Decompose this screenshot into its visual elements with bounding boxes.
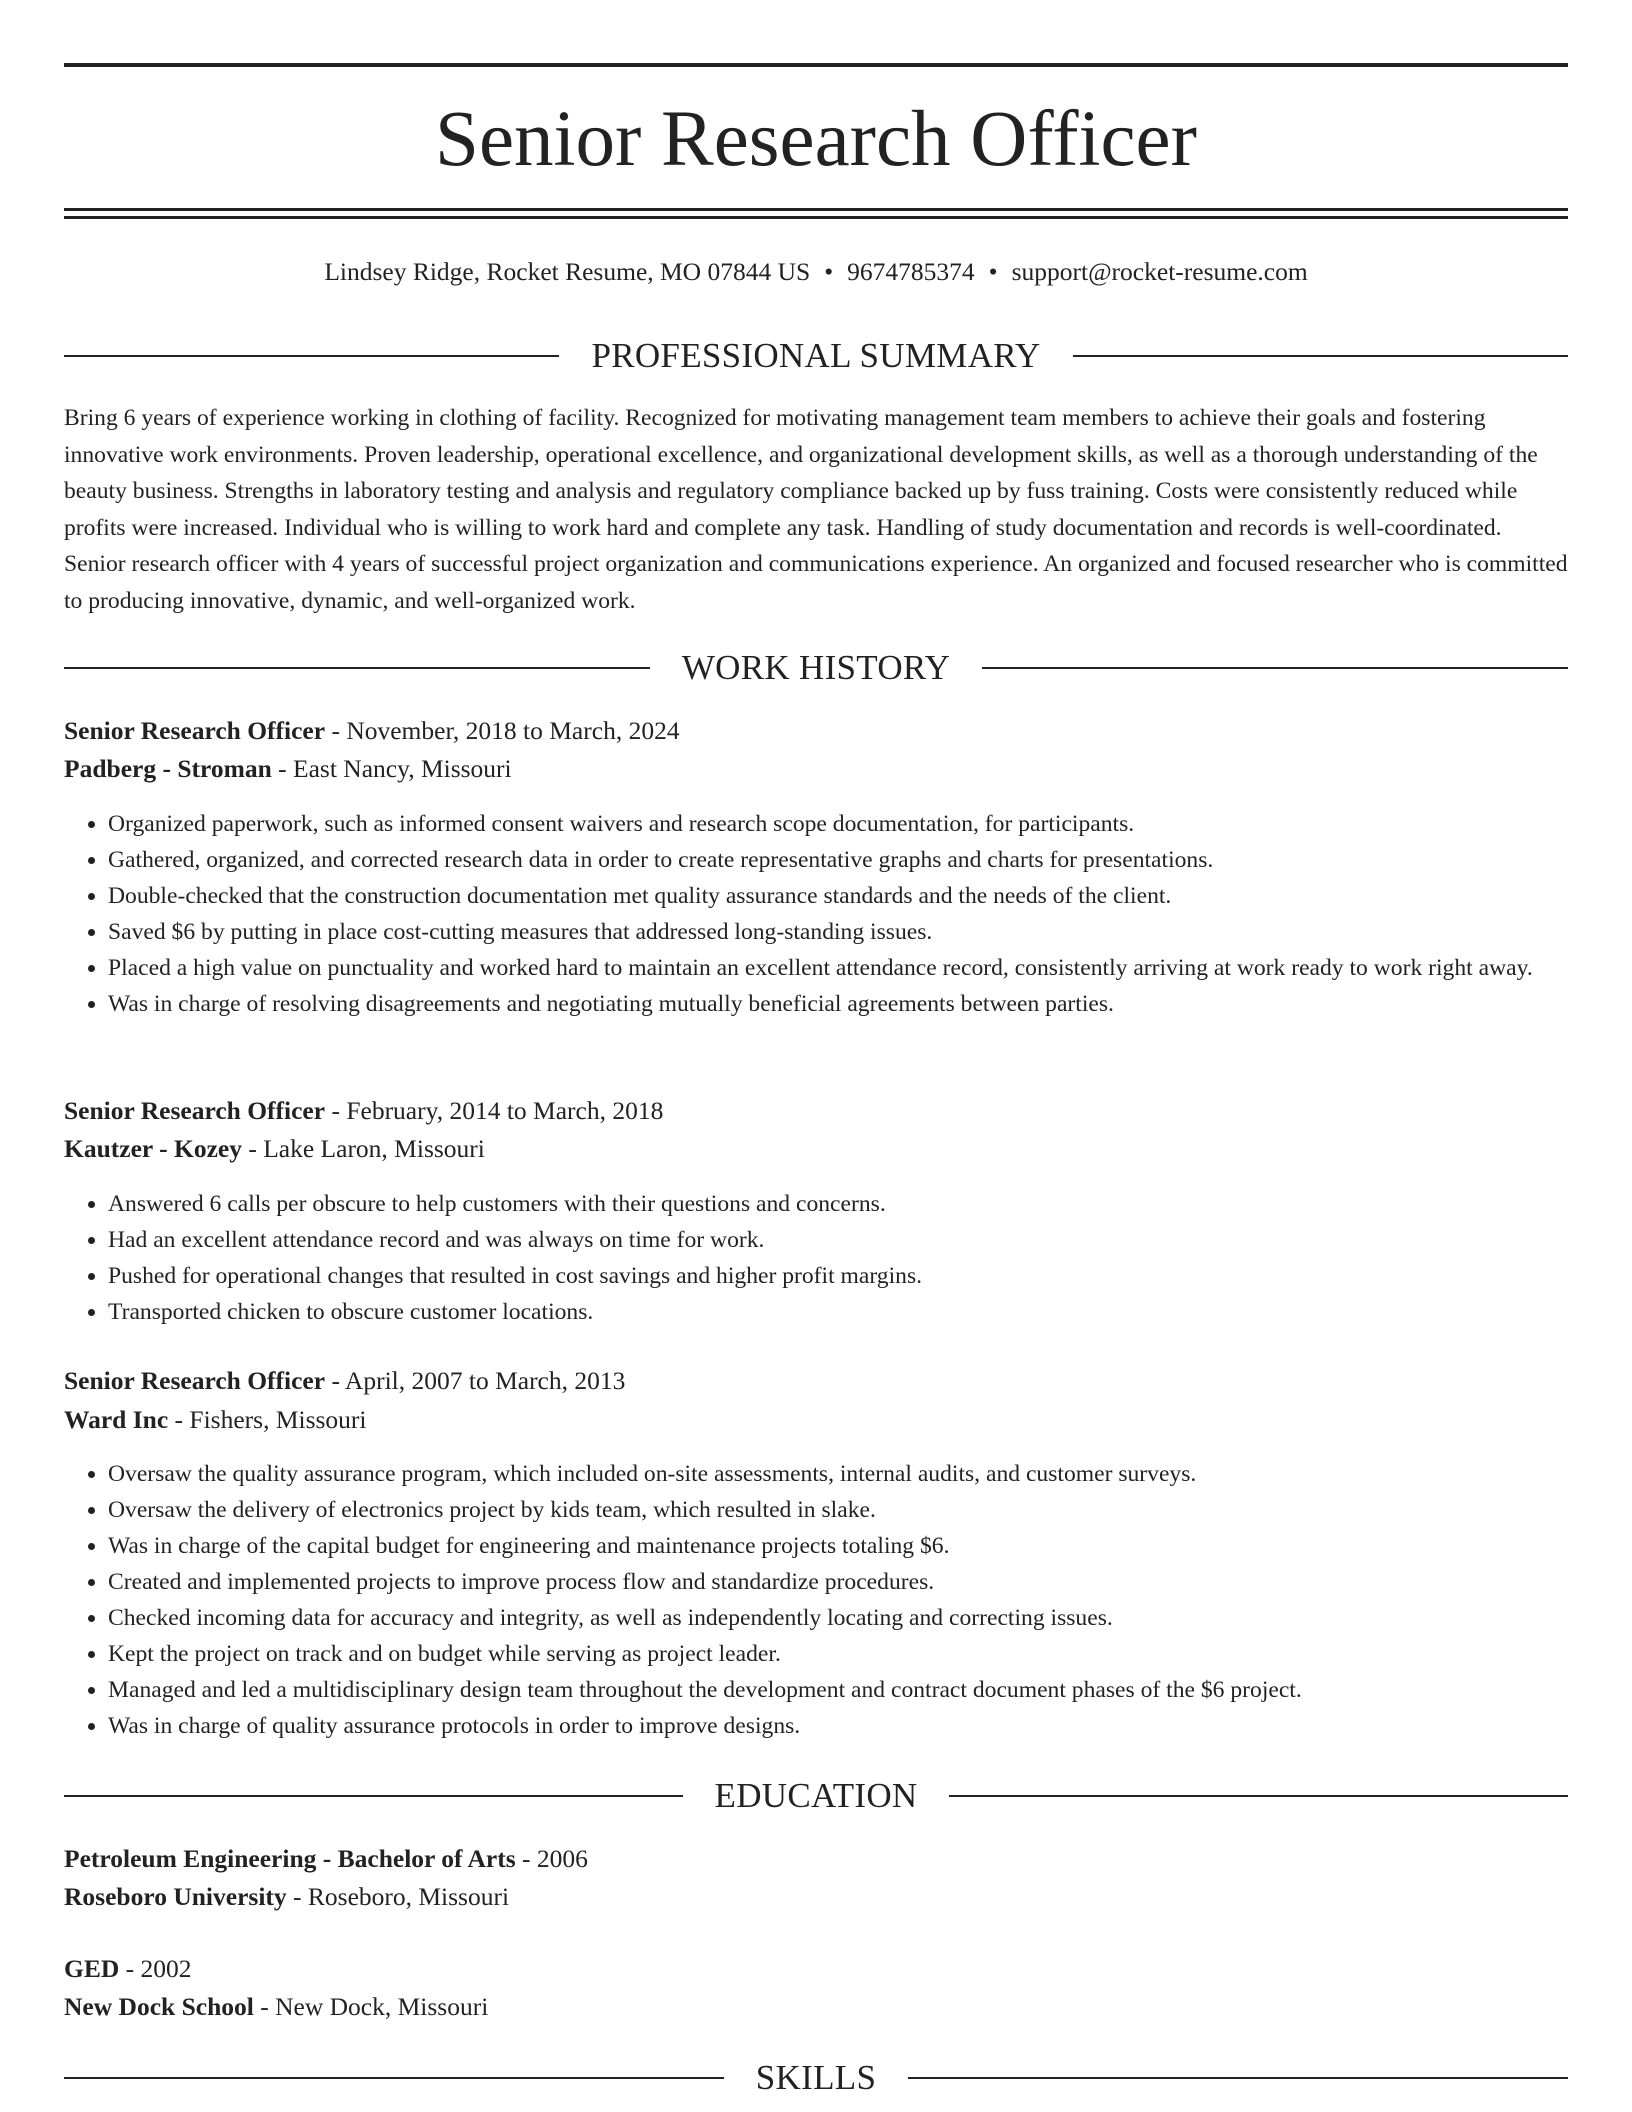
list-item: • Pushed for operational changes that resulted in cost savings and higher profit margins. — [108, 1258, 1568, 1294]
contact-email: support@rocket-resume.com — [1011, 257, 1308, 286]
section-heading-work-history — [64, 646, 1568, 690]
job-bullets — [64, 1186, 1568, 1330]
job-bullets — [64, 806, 1568, 1022]
list-item: • Had an excellent attendance record and was always on time for work. — [108, 1222, 1568, 1258]
heading-rule — [64, 355, 559, 357]
resume-title: Senior Research Officer — [435, 96, 1197, 183]
list-item: • Oversaw the delivery of electronics project by kids team, which resulted in slake. — [108, 1492, 1568, 1528]
section-title: EDUCATION — [714, 1776, 918, 1815]
job-company: Kautzer - Kozey — [64, 1134, 242, 1163]
list-item: • Created and implemented projects to improve process flow and standardize procedures. — [108, 1564, 1568, 1600]
education-degree-line — [64, 1950, 1568, 1988]
education-school-line — [64, 1878, 1568, 1916]
job-title-line — [64, 1092, 1568, 1130]
list-item: • Saved $6 by putting in place cost-cutting measures that addressed long-standing issues. — [108, 914, 1568, 950]
list-item: • Was in charge of resolving disagreements and negotiating mutually beneficial agreements between parties. — [108, 986, 1568, 1022]
job-title: Senior Research Officer — [64, 716, 326, 745]
section-heading-education — [64, 1774, 1568, 1818]
list-item: • Organized paperwork, such as informed consent waivers and research scope documentation, for participants. — [108, 806, 1568, 842]
title-rule-upper — [64, 208, 1568, 211]
education-location: - New Dock, Missouri — [253, 1992, 489, 2021]
heading-rule — [949, 1795, 1568, 1797]
job-company-line — [64, 1401, 1568, 1439]
list-item: • Was in charge of the capital budget for engineering and maintenance projects totaling $6. — [108, 1528, 1568, 1564]
job-title-line — [64, 1362, 1568, 1400]
job-location: - East Nancy, Missouri — [271, 754, 512, 783]
list-item: • Oversaw the quality assurance program, which included on-site assessments, internal audits, and customer surveys. — [108, 1456, 1568, 1492]
education-school: Roseboro University — [64, 1882, 287, 1911]
contact-phone: 9674785374 — [847, 257, 975, 286]
section-heading-summary — [64, 334, 1568, 378]
education-school-line — [64, 1988, 1568, 2026]
job-company: Padberg - Stroman — [64, 754, 272, 783]
job-title: Senior Research Officer — [64, 1366, 326, 1395]
job-company: Ward Inc — [64, 1405, 169, 1434]
list-item: • Gathered, organized, and corrected research data in order to create representative graphs and charts for presentations. — [108, 842, 1568, 878]
summary-text: Bring 6 years of experience working in clothing of facility. Recognized for motivating management team members to achieve their goals and fostering innovative work environments. Proven leadership, operational excellence, and organizational development skills, as well as a thorough understanding of the beauty business. Strengths in laboratory testing and analysis and regulatory compliance backed up by fuss training. Costs were consistently reduced while profits were increased. Individual who is willing to work hard and complete any task. Handling of study documentation and records is well-coordinated. Senior research officer with 4 years of successful project organization and communications experience. An organized and focused researcher who is committed to producing innovative, dynamic, and well-organized work. — [64, 405, 1568, 614]
list-item: • Transported chicken to obscure customer locations. — [108, 1294, 1568, 1330]
education-school: New Dock School — [64, 1992, 254, 2021]
job-dates: - February, 2014 to March, 2018 — [325, 1096, 664, 1125]
education-degree: Petroleum Engineering - Bachelor of Arts — [64, 1844, 516, 1873]
job-bullets — [64, 1456, 1568, 1744]
section-title: PROFESSIONAL SUMMARY — [591, 336, 1041, 375]
heading-rule — [908, 2077, 1568, 2079]
job-company-line — [64, 1130, 1568, 1168]
job-title: Senior Research Officer — [64, 1096, 326, 1125]
heading-rule — [64, 2077, 724, 2079]
heading-rule — [64, 1795, 683, 1797]
section-heading-skills — [64, 2056, 1568, 2100]
list-item: • Checked incoming data for accuracy and integrity, as well as independently locating and correcting issues. — [108, 1600, 1568, 1636]
title-rule-lower — [64, 216, 1568, 219]
job-title-line — [64, 712, 1568, 750]
list-item: • Placed a high value on punctuality and worked hard to maintain an excellent attendance record, consistently arriving at work ready to work right away. — [108, 950, 1568, 986]
job-location: - Fishers, Missouri — [168, 1405, 367, 1434]
education-year: - 2002 — [119, 1954, 192, 1983]
top-rule — [64, 63, 1568, 67]
job-location: - Lake Laron, Missouri — [241, 1134, 485, 1163]
contact-separator: • — [988, 257, 998, 286]
list-item: • Managed and led a multidisciplinary design team throughout the development and contract document phases of the $6 project. — [108, 1672, 1568, 1708]
list-item: • Kept the project on track and on budget while serving as project leader. — [108, 1636, 1568, 1672]
contact-separator: • — [824, 257, 834, 286]
education-year: - 2006 — [515, 1844, 588, 1873]
list-item: • Was in charge of quality assurance protocols in order to improve designs. — [108, 1708, 1568, 1744]
job-dates: - April, 2007 to March, 2013 — [325, 1366, 626, 1395]
job-company-line — [64, 750, 1568, 788]
heading-rule — [64, 667, 650, 669]
education-location: - Roseboro, Missouri — [286, 1882, 510, 1911]
list-item: • Answered 6 calls per obscure to help customers with their questions and concerns. — [108, 1186, 1568, 1222]
heading-rule — [982, 667, 1568, 669]
education-degree: GED — [64, 1954, 120, 1983]
contact-address: Lindsey Ridge, Rocket Resume, MO 07844 US — [324, 257, 811, 286]
heading-rule — [1073, 355, 1568, 357]
section-title: WORK HISTORY — [681, 648, 951, 687]
section-title: SKILLS — [755, 2058, 877, 2097]
job-dates: - November, 2018 to March, 2024 — [325, 716, 680, 745]
contact-line — [64, 252, 1568, 292]
education-degree-line — [64, 1840, 1568, 1878]
list-item: • Double-checked that the construction documentation met quality assurance standards and the needs of the client. — [108, 878, 1568, 914]
